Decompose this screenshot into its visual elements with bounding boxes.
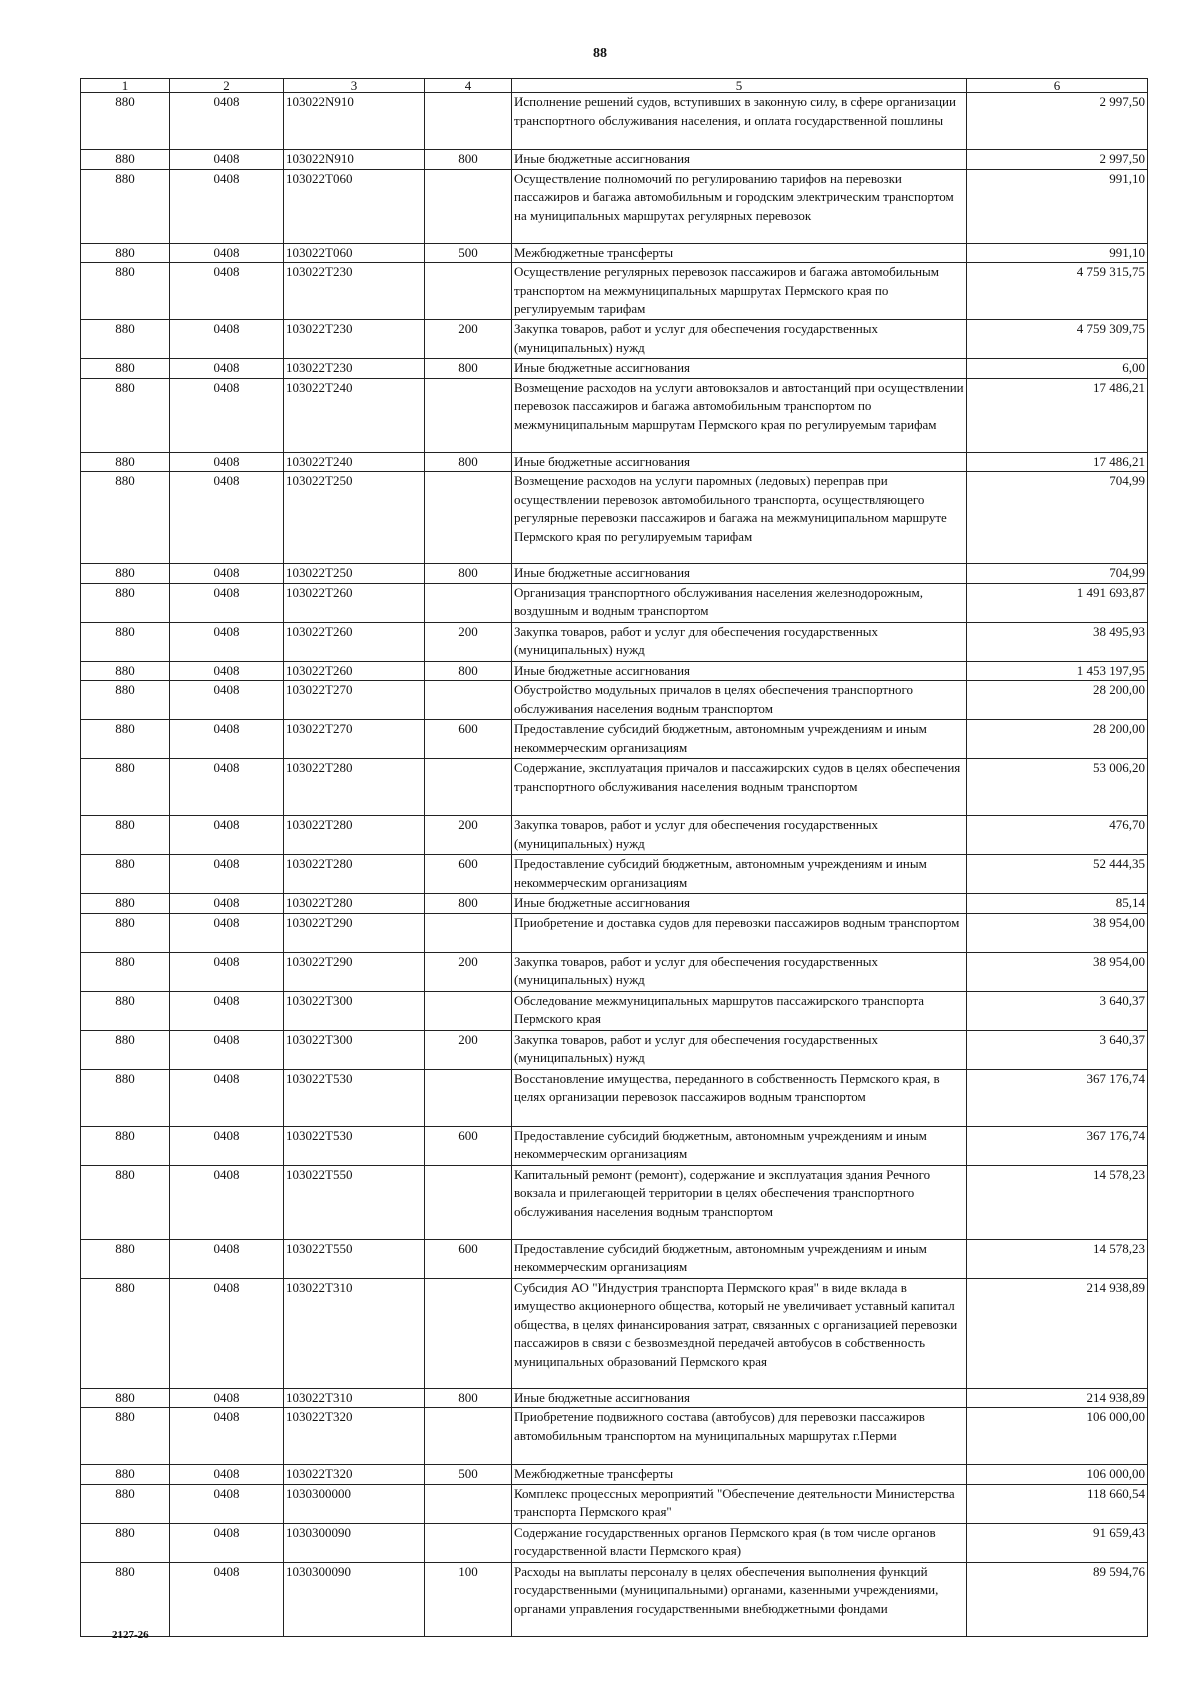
amount-cell: 118 660,54 — [967, 1484, 1148, 1523]
ministry-code-cell: 880 — [81, 564, 170, 584]
description-cell: Закупка товаров, работ и услуг для обеспечения государственных (муниципальных) нужд — [512, 952, 967, 991]
expense-type-cell: 800 — [425, 564, 512, 584]
ministry-code-cell: 880 — [81, 1484, 170, 1523]
description-cell: Предоставление субсидий бюджетным, автономным учреждениям и иным некоммерческим организациям — [512, 1239, 967, 1278]
expense-type-cell: 200 — [425, 952, 512, 991]
amount-cell: 991,10 — [967, 243, 1148, 263]
expense-type-cell — [425, 583, 512, 622]
table-row — [81, 759, 1148, 816]
description-cell: Иные бюджетные ассигнования — [512, 359, 967, 379]
section-code-cell: 0408 — [170, 1165, 284, 1239]
description-cell: Возмещение расходов на услуги автовокзалов и автостанций при осуществлении перевозок пассажиров и багажа автомобильным транспортом по межмуниципальным маршрутам Пермского края по регулируемым тарифам — [512, 378, 967, 452]
table-row — [81, 452, 1148, 472]
description-cell: Возмещение расходов на услуги паромных (ледовых) переправ при осуществлении перевозок автомобильного транспорта, осуществляющего регулярные перевозки пассажиров и багажа на межмуниципальном маршруте Пермского края по регулируемым тарифам — [512, 472, 967, 564]
section-code-cell: 0408 — [170, 913, 284, 952]
ministry-code-cell: 880 — [81, 1388, 170, 1408]
ministry-code-cell: 880 — [81, 894, 170, 914]
expense-type-cell: 200 — [425, 1030, 512, 1069]
expense-type-cell: 100 — [425, 1562, 512, 1636]
table-row — [81, 1278, 1148, 1388]
amount-cell: 1 491 693,87 — [967, 583, 1148, 622]
description-cell: Иные бюджетные ассигнования — [512, 661, 967, 681]
table-row — [81, 1562, 1148, 1636]
table-row — [81, 93, 1148, 150]
amount-cell: 106 000,00 — [967, 1408, 1148, 1465]
description-cell: Иные бюджетные ассигнования — [512, 564, 967, 584]
ministry-code-cell: 880 — [81, 243, 170, 263]
expense-type-cell: 800 — [425, 1388, 512, 1408]
target-article-cell: 103022T060 — [284, 243, 425, 263]
description-cell: Предоставление субсидий бюджетным, автономным учреждениям и иным некоммерческим организациям — [512, 720, 967, 759]
description-cell: Содержание, эксплуатация причалов и пассажирских судов в целях обеспечения транспортного обслуживания населения водным транспортом — [512, 759, 967, 816]
target-article-cell: 103022T260 — [284, 622, 425, 661]
expense-type-cell — [425, 169, 512, 243]
target-article-cell: 103022T300 — [284, 1030, 425, 1069]
target-article-cell: 103022T230 — [284, 359, 425, 379]
description-cell: Межбюджетные трансферты — [512, 243, 967, 263]
section-code-cell: 0408 — [170, 263, 284, 320]
target-article-cell: 103022T320 — [284, 1408, 425, 1465]
target-article-cell: 103022T320 — [284, 1465, 425, 1485]
table-row — [81, 1069, 1148, 1126]
table-row — [81, 1239, 1148, 1278]
table-row — [81, 583, 1148, 622]
section-code-cell: 0408 — [170, 1388, 284, 1408]
section-code-cell: 0408 — [170, 855, 284, 894]
ministry-code-cell: 880 — [81, 661, 170, 681]
description-cell: Капитальный ремонт (ремонт), содержание и эксплуатация здания Речного вокзала и прилегающей территории в целях обеспечения транспортного обслуживания населения водным транспортом — [512, 1165, 967, 1239]
description-cell: Приобретение подвижного состава (автобусов) для перевозки пассажиров автомобильным транспортом на муниципальных маршрутах г.Перми — [512, 1408, 967, 1465]
section-code-cell: 0408 — [170, 720, 284, 759]
table-row — [81, 472, 1148, 564]
ministry-code-cell: 880 — [81, 169, 170, 243]
target-article-cell: 1030300090 — [284, 1562, 425, 1636]
description-cell: Обустройство модульных причалов в целях обеспечения транспортного обслуживания населения водным транспортом — [512, 681, 967, 720]
amount-cell: 85,14 — [967, 894, 1148, 914]
target-article-cell: 103022T230 — [284, 320, 425, 359]
amount-cell: 4 759 309,75 — [967, 320, 1148, 359]
header-row — [81, 79, 1148, 93]
expense-type-cell: 200 — [425, 320, 512, 359]
expense-type-cell: 800 — [425, 661, 512, 681]
table-row — [81, 320, 1148, 359]
target-article-cell: 103022T280 — [284, 816, 425, 855]
section-code-cell: 0408 — [170, 169, 284, 243]
expense-type-cell — [425, 759, 512, 816]
column-header: 6 — [967, 79, 1148, 93]
target-article-cell: 103022T530 — [284, 1126, 425, 1165]
table-row — [81, 1465, 1148, 1485]
target-article-cell: 103022T310 — [284, 1278, 425, 1388]
expense-type-cell — [425, 991, 512, 1030]
section-code-cell: 0408 — [170, 359, 284, 379]
ministry-code-cell: 880 — [81, 150, 170, 170]
ministry-code-cell: 880 — [81, 1069, 170, 1126]
amount-cell: 214 938,89 — [967, 1278, 1148, 1388]
target-article-cell: 103022T250 — [284, 472, 425, 564]
section-code-cell: 0408 — [170, 243, 284, 263]
ministry-code-cell: 880 — [81, 472, 170, 564]
description-cell: Исполнение решений судов, вступивших в законную силу, в сфере организации транспортного обслуживания населения, и оплата государственной пошлины — [512, 93, 967, 150]
description-cell: Предоставление субсидий бюджетным, автономным учреждениям и иным некоммерческим организациям — [512, 855, 967, 894]
amount-cell: 1 453 197,95 — [967, 661, 1148, 681]
amount-cell: 28 200,00 — [967, 681, 1148, 720]
description-cell: Закупка товаров, работ и услуг для обеспечения государственных (муниципальных) нужд — [512, 816, 967, 855]
ministry-code-cell: 880 — [81, 622, 170, 661]
expense-type-cell — [425, 1484, 512, 1523]
document-code: 2127-26 — [112, 1629, 149, 1641]
section-code-cell: 0408 — [170, 564, 284, 584]
ministry-code-cell: 880 — [81, 991, 170, 1030]
target-article-cell: 103022T550 — [284, 1239, 425, 1278]
column-header: 2 — [170, 79, 284, 93]
table-row — [81, 1523, 1148, 1562]
description-cell: Расходы на выплаты персоналу в целях обеспечения выполнения функций государственными (муниципальными) органами, казенными учреждениями, органами управления государственными внебюджетными фондами — [512, 1562, 967, 1636]
table-row — [81, 991, 1148, 1030]
table-row — [81, 661, 1148, 681]
section-code-cell: 0408 — [170, 622, 284, 661]
expense-type-cell: 800 — [425, 359, 512, 379]
expense-type-cell: 500 — [425, 243, 512, 263]
expense-type-cell: 600 — [425, 720, 512, 759]
section-code-cell: 0408 — [170, 378, 284, 452]
budget-table — [80, 78, 1148, 1637]
amount-cell: 38 954,00 — [967, 952, 1148, 991]
expense-type-cell: 800 — [425, 452, 512, 472]
ministry-code-cell: 880 — [81, 759, 170, 816]
section-code-cell: 0408 — [170, 93, 284, 150]
target-article-cell: 103022T060 — [284, 169, 425, 243]
description-cell: Иные бюджетные ассигнования — [512, 452, 967, 472]
description-cell: Субсидия АО "Индустрия транспорта Пермского края" в виде вклада в имущество акционерного общества, который не увеличивает уставный капитал общества, в целях финансирования затрат, связанных с организацией перевозки пассажиров в связи с безвозмездной передачей автобусов в собственность муниципальных образований Пермского края — [512, 1278, 967, 1388]
ministry-code-cell: 880 — [81, 1165, 170, 1239]
section-code-cell: 0408 — [170, 894, 284, 914]
section-code-cell: 0408 — [170, 1523, 284, 1562]
ministry-code-cell: 880 — [81, 1126, 170, 1165]
description-cell: Осуществление полномочий по регулированию тарифов на перевозки пассажиров и багажа автомобильным и городским электрическим транспортом на муниципальных маршрутах регулярных перевозок — [512, 169, 967, 243]
target-article-cell: 103022T550 — [284, 1165, 425, 1239]
ministry-code-cell: 880 — [81, 359, 170, 379]
ministry-code-cell: 880 — [81, 1278, 170, 1388]
section-code-cell: 0408 — [170, 452, 284, 472]
section-code-cell: 0408 — [170, 1465, 284, 1485]
table-row — [81, 564, 1148, 584]
table-row — [81, 1126, 1148, 1165]
amount-cell: 476,70 — [967, 816, 1148, 855]
description-cell: Обследование межмуниципальных маршрутов пассажирского транспорта Пермского края — [512, 991, 967, 1030]
column-header: 4 — [425, 79, 512, 93]
section-code-cell: 0408 — [170, 661, 284, 681]
ministry-code-cell: 880 — [81, 1523, 170, 1562]
table-row — [81, 1388, 1148, 1408]
page-number: 88 — [593, 46, 607, 61]
ministry-code-cell: 880 — [81, 263, 170, 320]
ministry-code-cell: 880 — [81, 1030, 170, 1069]
expense-type-cell — [425, 1408, 512, 1465]
amount-cell: 2 997,50 — [967, 150, 1148, 170]
target-article-cell: 103022T310 — [284, 1388, 425, 1408]
ministry-code-cell: 880 — [81, 681, 170, 720]
amount-cell: 3 640,37 — [967, 1030, 1148, 1069]
ministry-code-cell: 880 — [81, 378, 170, 452]
section-code-cell: 0408 — [170, 583, 284, 622]
column-header: 5 — [512, 79, 967, 93]
table-row — [81, 681, 1148, 720]
table-row — [81, 1030, 1148, 1069]
expense-type-cell — [425, 913, 512, 952]
description-cell: Иные бюджетные ассигнования — [512, 150, 967, 170]
amount-cell: 704,99 — [967, 564, 1148, 584]
target-article-cell: 103022T260 — [284, 661, 425, 681]
ministry-code-cell: 880 — [81, 452, 170, 472]
ministry-code-cell: 880 — [81, 1562, 170, 1636]
target-article-cell: 103022T270 — [284, 720, 425, 759]
amount-cell: 367 176,74 — [967, 1069, 1148, 1126]
section-code-cell: 0408 — [170, 759, 284, 816]
description-cell: Содержание государственных органов Пермского края (в том числе органов государственной власти Пермского края) — [512, 1523, 967, 1562]
table-row — [81, 359, 1148, 379]
description-cell: Организация транспортного обслуживания населения железнодорожным, воздушным и водным транспортом — [512, 583, 967, 622]
ministry-code-cell: 880 — [81, 583, 170, 622]
amount-cell: 2 997,50 — [967, 93, 1148, 150]
expense-type-cell — [425, 263, 512, 320]
table-row — [81, 952, 1148, 991]
ministry-code-cell: 880 — [81, 1239, 170, 1278]
amount-cell: 214 938,89 — [967, 1388, 1148, 1408]
amount-cell: 52 444,35 — [967, 855, 1148, 894]
description-cell: Предоставление субсидий бюджетным, автономным учреждениям и иным некоммерческим организациям — [512, 1126, 967, 1165]
amount-cell: 704,99 — [967, 472, 1148, 564]
amount-cell: 4 759 315,75 — [967, 263, 1148, 320]
expense-type-cell — [425, 681, 512, 720]
amount-cell: 38 954,00 — [967, 913, 1148, 952]
section-code-cell: 0408 — [170, 952, 284, 991]
description-cell: Комплекс процессных мероприятий "Обеспечение деятельности Министерства транспорта Пермского края" — [512, 1484, 967, 1523]
description-cell: Восстановление имущества, переданного в собственность Пермского края, в целях организации перевозок пассажиров водным транспортом — [512, 1069, 967, 1126]
target-article-cell: 1030300090 — [284, 1523, 425, 1562]
section-code-cell: 0408 — [170, 681, 284, 720]
description-cell: Иные бюджетные ассигнования — [512, 1388, 967, 1408]
column-header: 1 — [81, 79, 170, 93]
amount-cell: 106 000,00 — [967, 1465, 1148, 1485]
table-row — [81, 816, 1148, 855]
table-row — [81, 243, 1148, 263]
expense-type-cell — [425, 378, 512, 452]
description-cell: Закупка товаров, работ и услуг для обеспечения государственных (муниципальных) нужд — [512, 1030, 967, 1069]
expense-type-cell: 500 — [425, 1465, 512, 1485]
table-row — [81, 150, 1148, 170]
amount-cell: 91 659,43 — [967, 1523, 1148, 1562]
table-row — [81, 622, 1148, 661]
section-code-cell: 0408 — [170, 1484, 284, 1523]
target-article-cell: 103022T300 — [284, 991, 425, 1030]
section-code-cell: 0408 — [170, 1239, 284, 1278]
ministry-code-cell: 880 — [81, 93, 170, 150]
table-row — [81, 1408, 1148, 1465]
ministry-code-cell: 880 — [81, 1408, 170, 1465]
expense-type-cell: 200 — [425, 816, 512, 855]
expense-type-cell: 800 — [425, 894, 512, 914]
description-cell: Иные бюджетные ассигнования — [512, 894, 967, 914]
target-article-cell: 103022T530 — [284, 1069, 425, 1126]
target-article-cell: 103022N910 — [284, 93, 425, 150]
ministry-code-cell: 880 — [81, 816, 170, 855]
expense-type-cell: 200 — [425, 622, 512, 661]
table-row — [81, 169, 1148, 243]
section-code-cell: 0408 — [170, 1408, 284, 1465]
expense-type-cell — [425, 1278, 512, 1388]
ministry-code-cell: 880 — [81, 720, 170, 759]
ministry-code-cell: 880 — [81, 952, 170, 991]
description-cell: Осуществление регулярных перевозок пассажиров и багажа автомобильным транспортом на межмуниципальных маршрутах Пермского края по регулируемым тарифам — [512, 263, 967, 320]
section-code-cell: 0408 — [170, 1030, 284, 1069]
amount-cell: 14 578,23 — [967, 1165, 1148, 1239]
description-cell: Приобретение и доставка судов для перевозки пассажиров водным транспортом — [512, 913, 967, 952]
amount-cell: 367 176,74 — [967, 1126, 1148, 1165]
table-row — [81, 913, 1148, 952]
target-article-cell: 103022T280 — [284, 894, 425, 914]
description-cell: Межбюджетные трансферты — [512, 1465, 967, 1485]
table-row — [81, 720, 1148, 759]
table-row — [81, 1484, 1148, 1523]
target-article-cell: 1030300000 — [284, 1484, 425, 1523]
table-row — [81, 894, 1148, 914]
target-article-cell: 103022T230 — [284, 263, 425, 320]
amount-cell: 991,10 — [967, 169, 1148, 243]
ministry-code-cell: 880 — [81, 1465, 170, 1485]
target-article-cell: 103022T260 — [284, 583, 425, 622]
amount-cell: 89 594,76 — [967, 1562, 1148, 1636]
expense-type-cell: 600 — [425, 1239, 512, 1278]
section-code-cell: 0408 — [170, 320, 284, 359]
amount-cell: 14 578,23 — [967, 1239, 1148, 1278]
expense-type-cell — [425, 1165, 512, 1239]
target-article-cell: 103022N910 — [284, 150, 425, 170]
description-cell: Закупка товаров, работ и услуг для обеспечения государственных (муниципальных) нужд — [512, 622, 967, 661]
target-article-cell: 103022T240 — [284, 378, 425, 452]
section-code-cell: 0408 — [170, 1562, 284, 1636]
expense-type-cell — [425, 93, 512, 150]
expense-type-cell: 600 — [425, 1126, 512, 1165]
expense-type-cell: 800 — [425, 150, 512, 170]
target-article-cell: 103022T240 — [284, 452, 425, 472]
expense-type-cell — [425, 1069, 512, 1126]
expense-type-cell — [425, 472, 512, 564]
section-code-cell: 0408 — [170, 150, 284, 170]
expense-type-cell — [425, 1523, 512, 1562]
amount-cell: 3 640,37 — [967, 991, 1148, 1030]
description-cell: Закупка товаров, работ и услуг для обеспечения государственных (муниципальных) нужд — [512, 320, 967, 359]
target-article-cell: 103022T280 — [284, 855, 425, 894]
amount-cell: 6,00 — [967, 359, 1148, 379]
section-code-cell: 0408 — [170, 472, 284, 564]
target-article-cell: 103022T290 — [284, 913, 425, 952]
section-code-cell: 0408 — [170, 1278, 284, 1388]
target-article-cell: 103022T280 — [284, 759, 425, 816]
amount-cell: 53 006,20 — [967, 759, 1148, 816]
section-code-cell: 0408 — [170, 816, 284, 855]
ministry-code-cell: 880 — [81, 855, 170, 894]
section-code-cell: 0408 — [170, 991, 284, 1030]
table-row — [81, 1165, 1148, 1239]
target-article-cell: 103022T290 — [284, 952, 425, 991]
expense-type-cell: 600 — [425, 855, 512, 894]
table-row — [81, 378, 1148, 452]
table-body — [81, 93, 1148, 1637]
ministry-code-cell: 880 — [81, 913, 170, 952]
table-row — [81, 263, 1148, 320]
table-row — [81, 855, 1148, 894]
ministry-code-cell: 880 — [81, 320, 170, 359]
amount-cell: 28 200,00 — [967, 720, 1148, 759]
amount-cell: 17 486,21 — [967, 452, 1148, 472]
target-article-cell: 103022T270 — [284, 681, 425, 720]
target-article-cell: 103022T250 — [284, 564, 425, 584]
amount-cell: 38 495,93 — [967, 622, 1148, 661]
section-code-cell: 0408 — [170, 1126, 284, 1165]
amount-cell: 17 486,21 — [967, 378, 1148, 452]
section-code-cell: 0408 — [170, 1069, 284, 1126]
column-header: 3 — [284, 79, 425, 93]
